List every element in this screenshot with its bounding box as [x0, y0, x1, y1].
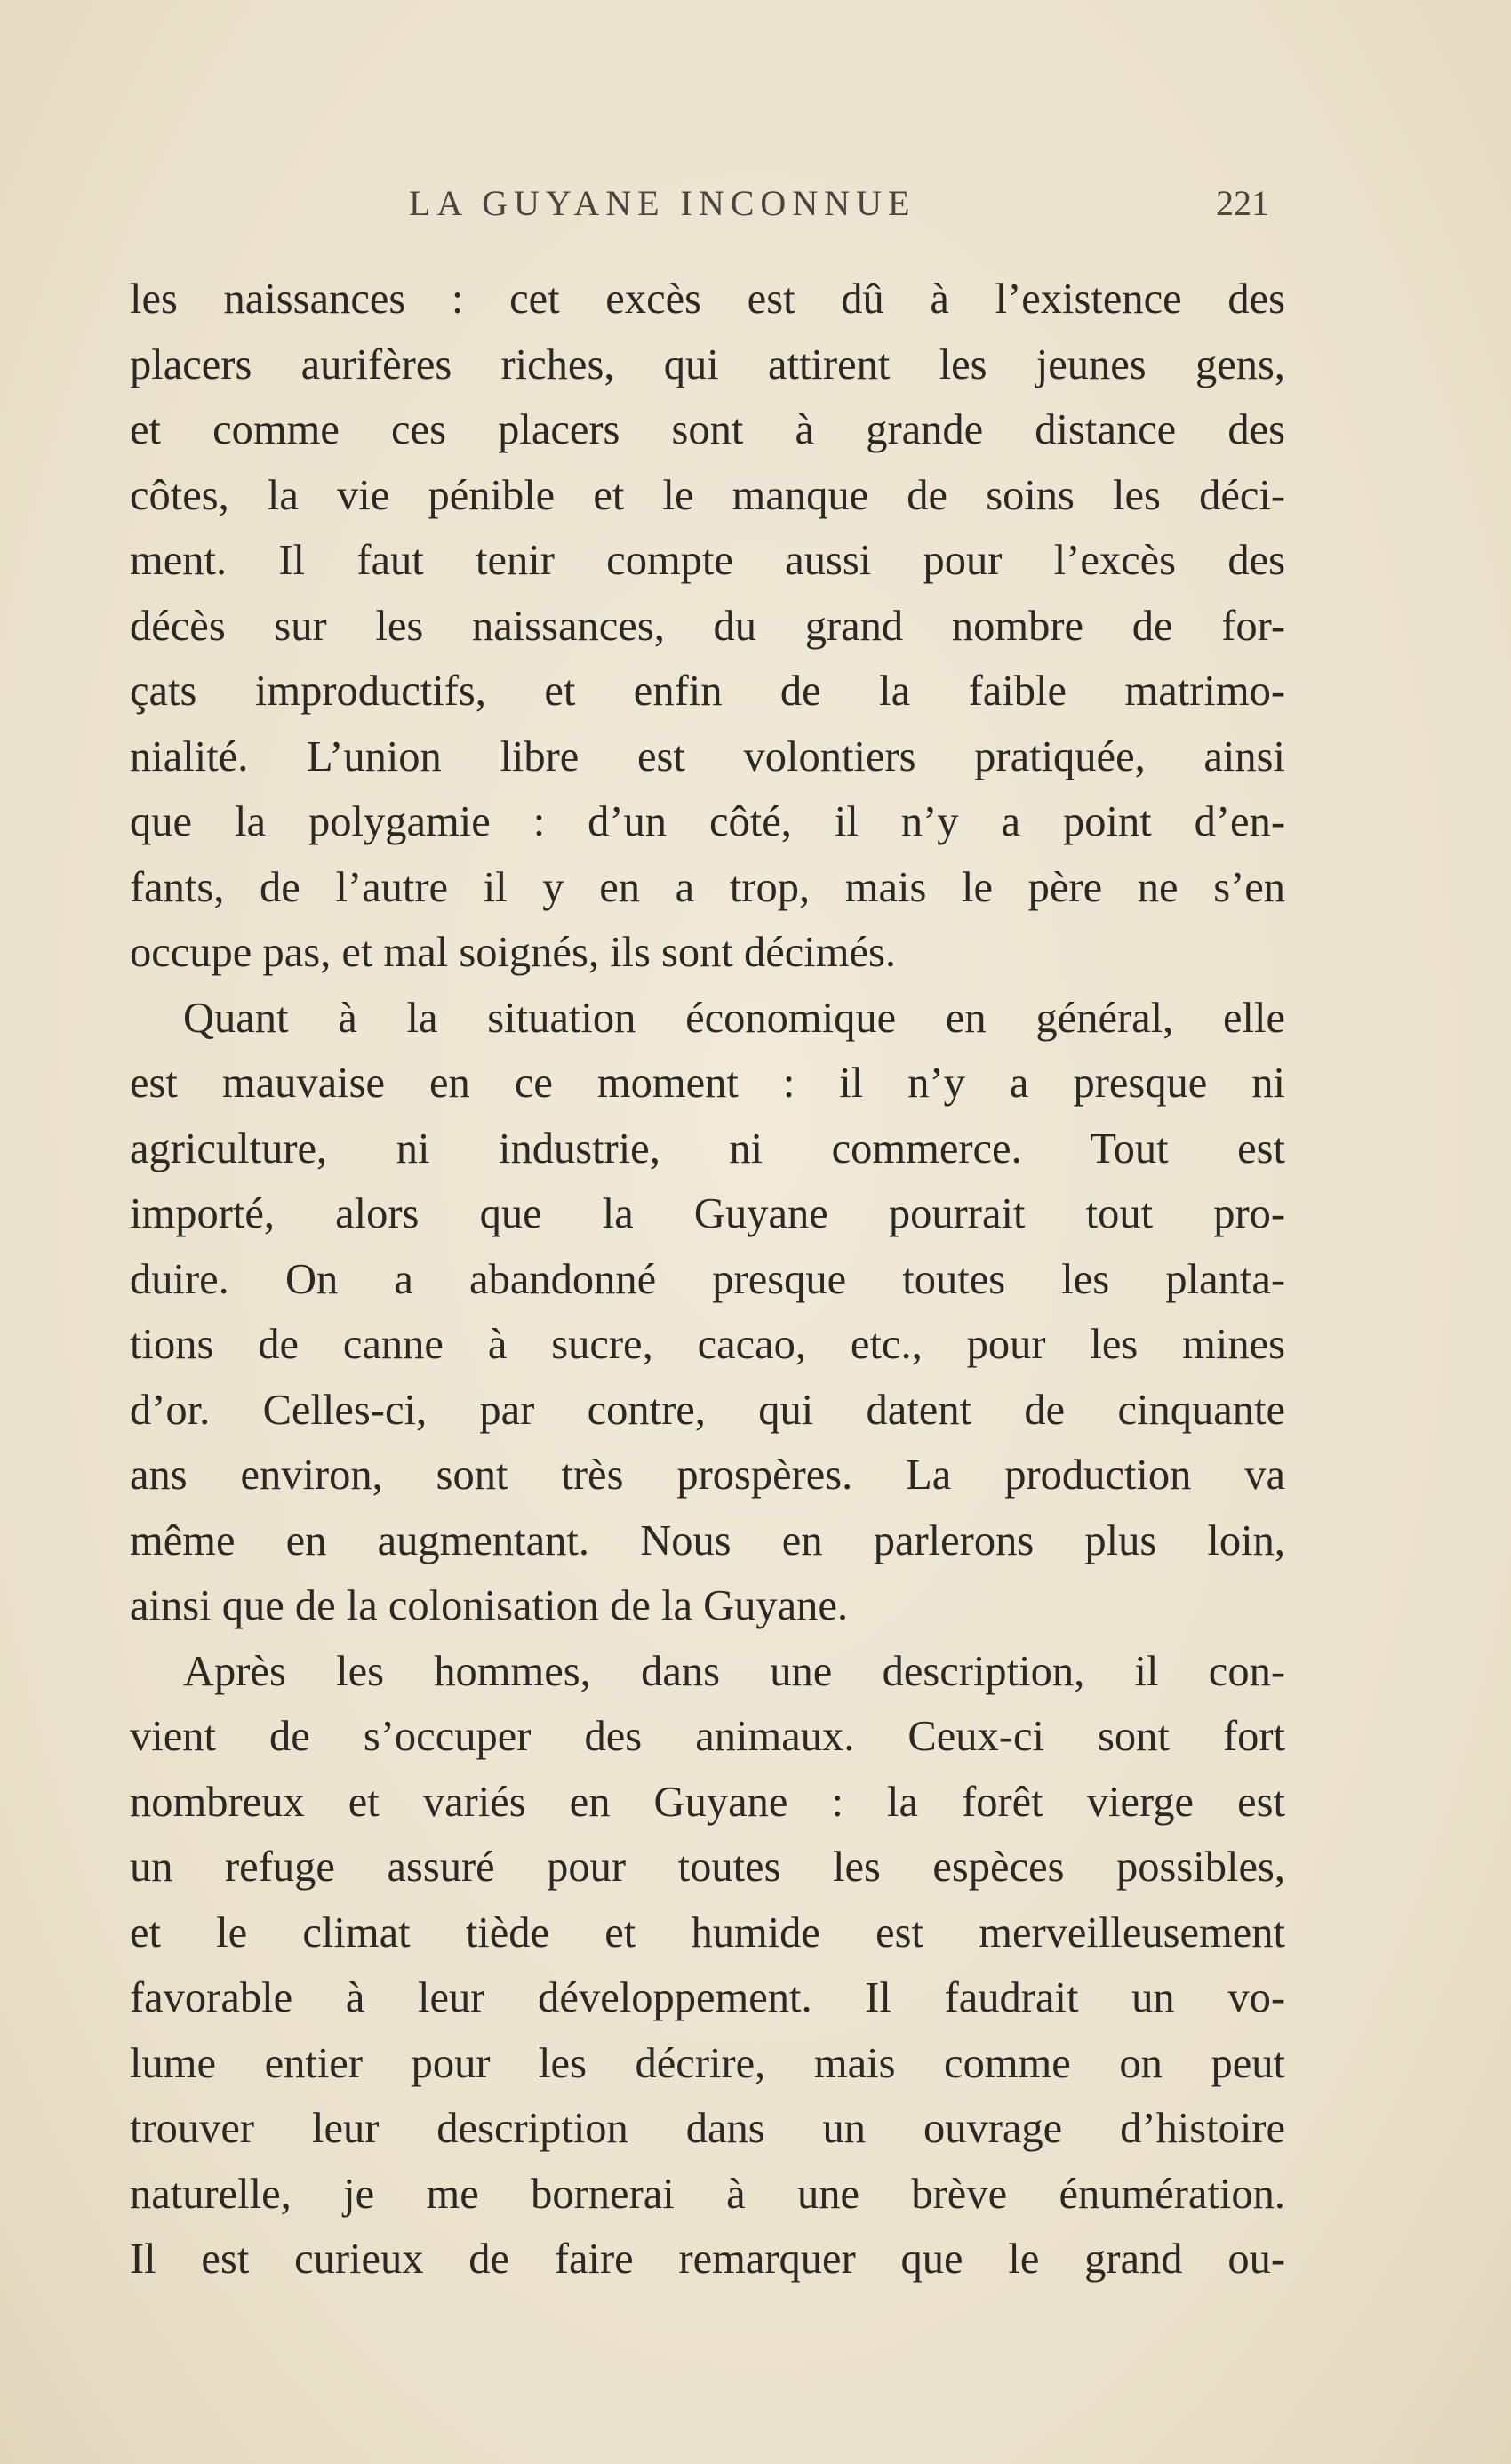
text-line: duire. On a abandonné presque toutes les planta-	[130, 1255, 1285, 1303]
text-line: fants, de l’autre il y en a trop, mais le père ne s’en	[130, 863, 1285, 911]
text-line: un refuge assuré pour toutes les espèces possibles,	[130, 1844, 1285, 1891]
paragraph-start-line: Après les hommes, dans une description, il con-	[183, 1647, 1285, 1695]
text-line: trouver leur description dans un ouvrage d’histoire	[130, 2105, 1285, 2152]
text-line: çats improductifs, et enfin de la faible matrimo-	[130, 668, 1285, 715]
text-line: côtes, la vie pénible et le manque de soins les déci-	[130, 471, 1285, 519]
text-line: d’or. Celles-ci, par contre, qui datent de cinquante	[130, 1386, 1285, 1434]
text-line: Il est curieux de faire remarquer que le grand ou-	[130, 2236, 1285, 2283]
body-text	[130, 267, 1285, 2292]
paragraph-end-line: occupe pas, et mal soignés, ils sont décimés.	[130, 929, 897, 976]
text-line: placers aurifères riches, qui attirent les jeunes gens,	[130, 340, 1285, 388]
page-number: 221	[1216, 183, 1269, 223]
paragraph-end-line: ainsi que de la colonisation de la Guyane.	[130, 1582, 849, 1629]
text-line: nombreux et variés en Guyane : la forêt vierge est	[130, 1778, 1285, 1826]
text-line: lume entier pour les décrire, mais comme on peut	[130, 2039, 1285, 2087]
text-line: tions de canne à sucre, cacao, etc., pour les mines	[130, 1321, 1285, 1368]
text-line: ans environ, sont très prospères. La production va	[130, 1452, 1285, 1499]
text-line: agriculture, ni industrie, ni commerce. Tout est	[130, 1124, 1285, 1172]
text-line: et le climat tiède et humide est merveilleusement	[130, 1908, 1285, 1956]
running-title: LA GUYANE INCONNUE	[409, 183, 916, 223]
text-line: ment. Il faut tenir compte aussi pour l’excès des	[130, 537, 1285, 584]
text-line: vient de s’occuper des animaux. Ceux-ci sont fort	[130, 1713, 1285, 1760]
text-line: et comme ces placers sont à grande distance des	[130, 406, 1285, 453]
text-line: importé, alors que la Guyane pourrait tout pro-	[130, 1190, 1285, 1237]
text-line: est mauvaise en ce moment : il n’y a presque ni	[130, 1060, 1285, 1107]
text-line: nialité. L’union libre est volontiers pratiquée, ainsi	[130, 732, 1285, 780]
paragraph-start-line: Quant à la situation économique en général, elle	[183, 994, 1285, 1042]
text-line: naturelle, je me bornerai à une brève énumération.	[130, 2170, 1285, 2218]
text-line: même en augmentant. Nous en parlerons plus loin,	[130, 1516, 1285, 1564]
text-line: favorable à leur développement. Il faudrait un vo-	[130, 1974, 1285, 2021]
text-line: que la polygamie : d’un côté, il n’y a point d’en-	[130, 798, 1285, 845]
text-line: les naissances : cet excès est dû à l’existence des	[130, 276, 1285, 323]
text-line: décès sur les naissances, du grand nombre de for-	[130, 602, 1285, 650]
